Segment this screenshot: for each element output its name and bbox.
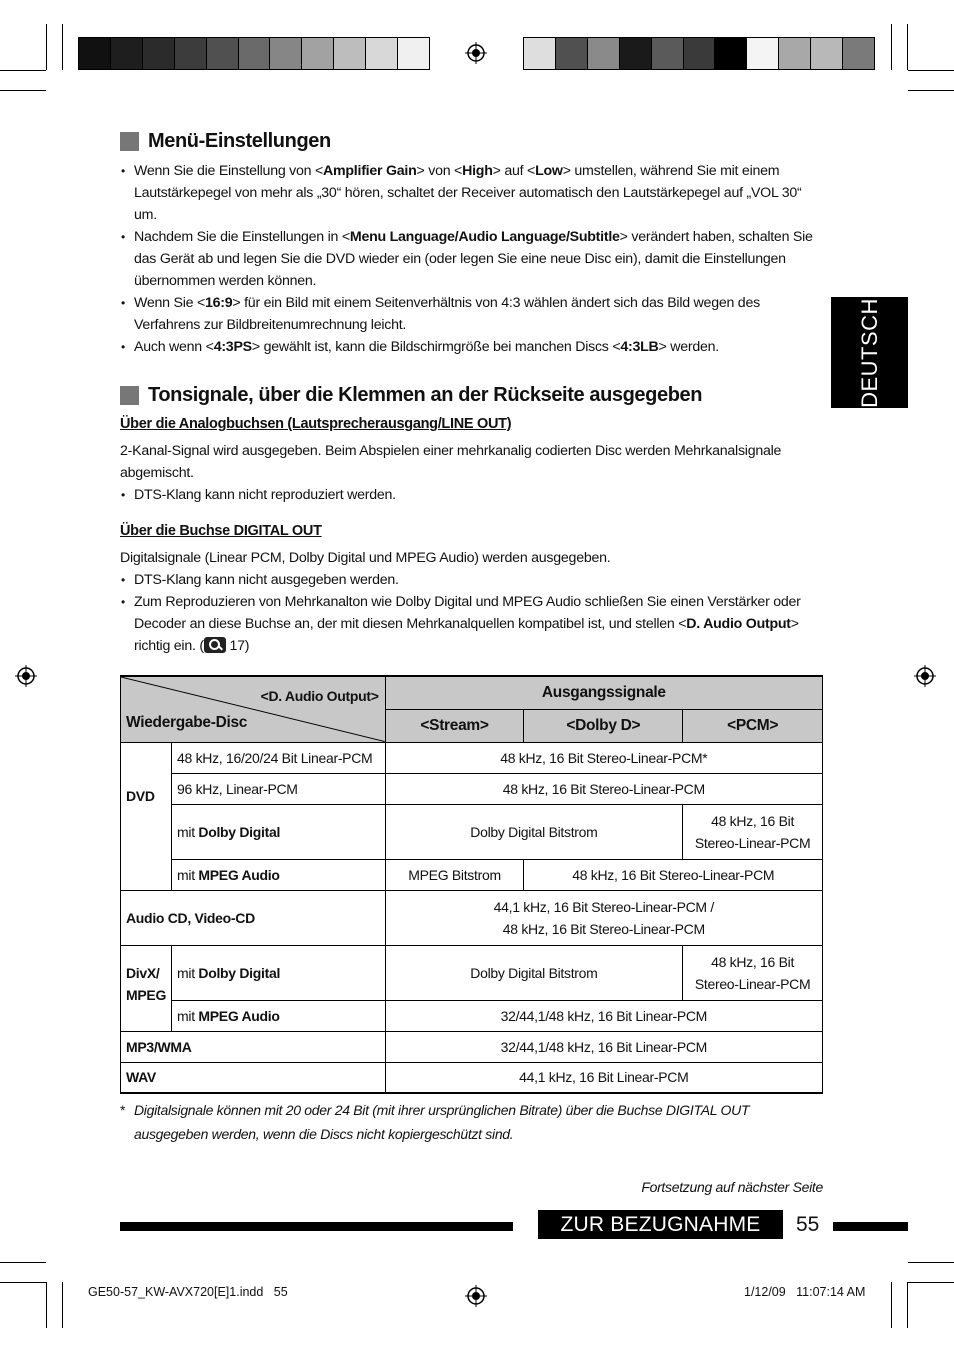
table-cell: 48 kHz, 16 Bit Stereo-Linear-PCM* <box>385 742 822 773</box>
subheading-digital-out: Über die Buchse DIGITAL OUT <box>120 523 322 539</box>
table-cell: mit MPEG Audio <box>172 859 386 890</box>
footer-rule-right <box>833 1222 908 1231</box>
color-swatch <box>620 38 652 69</box>
list-item: • Wenn Sie <16:9> für ein Bild mit einem Seitenverhältnis von 4:3 wählen ändert sich das Bild wegen des Verfahrens zur Bildbreitenumrechnung leicht. <box>120 292 823 336</box>
section-heading-menu-settings: Menü-Einstellungen <box>120 130 823 152</box>
registration-mark-icon <box>15 665 37 687</box>
disc-audio-cd: Audio CD, Video-CD <box>121 890 386 945</box>
crop-mark <box>891 24 892 70</box>
list-item: • Wenn Sie die Einstellung von <Amplifier Gain> von <High> auf <Low> umstellen, während Sie mit einem Lautstärkepegel von mehr als „30“ hören, schaltet der Receiver automatisch den Lautstärkepegel auf „VOL 30“ um. <box>120 160 823 226</box>
heading-square-icon <box>120 132 139 151</box>
disc-mp3: MP3/WMA <box>121 1031 386 1062</box>
digital-text: Digitalsignale (Linear PCM, Dolby Digital und MPEG Audio) werden ausgegeben. <box>120 550 611 566</box>
disc-dvd: DVD <box>121 742 172 890</box>
color-swatch <box>79 38 111 69</box>
table-cell: 48 kHz, 16 Bit Stereo-Linear-PCM <box>683 945 823 1000</box>
registration-mark-icon <box>914 665 936 687</box>
color-swatch <box>207 38 239 69</box>
color-swatch <box>366 38 398 69</box>
analog-text: 2-Kanal-Signal wird ausgegeben. Beim Abspielen einer mehrkanalig codierten Disc werden Mehrkanalsignale abgemischt. <box>120 443 782 481</box>
crop-mark <box>62 1282 63 1328</box>
table-cell: 48 kHz, 16 Bit Stereo-Linear-PCM <box>385 773 822 804</box>
table-cell: Dolby Digital Bitstrom <box>385 804 683 859</box>
color-swatch <box>715 38 747 69</box>
registration-mark-icon <box>465 42 487 64</box>
reference-magnifier-icon <box>204 637 226 653</box>
heading-square-icon <box>120 386 139 405</box>
crop-mark <box>891 1282 892 1328</box>
color-swatch <box>239 38 271 69</box>
table-cell: 44,1 kHz, 16 Bit Stereo-Linear-PCM / 48 kHz, 16 Bit Stereo-Linear-PCM <box>385 890 822 945</box>
continued-note: Fortsetzung auf nächster Seite <box>641 1179 823 1195</box>
table-cell: 44,1 kHz, 16 Bit Linear-PCM <box>385 1062 822 1093</box>
table-cell: MPEG Bitstrom <box>385 859 524 890</box>
list-item: • Auch wenn <4:3PS> gewählt ist, kann die Bildschirmgröße bei manchen Discs <4:3LB> werden. <box>120 336 823 358</box>
side-tab-label: DEUTSCH <box>856 297 882 408</box>
color-test-bar <box>523 37 875 70</box>
grayscale-color-bar <box>78 37 430 70</box>
header-disc-label: Wiedergabe-Disc <box>126 713 248 731</box>
output-signals-header: Ausgangssignale <box>385 676 822 709</box>
color-swatch <box>524 38 556 69</box>
section-heading-audio-signals: Tonsignale, über die Klemmen an der Rückseite ausgegeben <box>120 384 823 406</box>
disc-divx: DivX/ MPEG <box>121 945 172 1031</box>
table-cell: 48 kHz, 16/20/24 Bit Linear-PCM <box>172 742 386 773</box>
menu-settings-list <box>120 160 823 358</box>
crop-mark <box>0 1282 46 1283</box>
footer-rule-left <box>120 1222 513 1231</box>
list-item: • DTS-Klang kann nicht reproduziert werden. <box>120 484 823 506</box>
crop-mark <box>46 24 47 70</box>
list-item: • Zum Reproduzieren von Mehrkanalton wie Dolby Digital und MPEG Audio schließen Sie einen Verstärker oder Decoder an diese Buchse an, der mit diesen Mehrkanalquellen kompatibel ist, und stellen <D. Audio Output> richtig ein. ( 17) <box>120 591 823 657</box>
color-swatch <box>843 38 874 69</box>
crop-mark <box>0 1262 46 1263</box>
crop-mark <box>908 70 954 71</box>
slug-filename: GE50-57_KW-AVX720[E]1.indd 55 <box>88 1285 288 1299</box>
color-swatch <box>175 38 207 69</box>
table-cell: 32/44,1/48 kHz, 16 Bit Linear-PCM <box>385 1000 822 1031</box>
footnote-mark: * <box>120 1102 126 1118</box>
table-cell: mit Dolby Digital <box>172 945 386 1000</box>
page-content <box>120 130 823 1146</box>
color-swatch <box>270 38 302 69</box>
color-swatch <box>302 38 334 69</box>
table-cell: 96 kHz, Linear-PCM <box>172 773 386 804</box>
crop-mark <box>0 90 46 91</box>
subheading-analog: Über die Analogbuchsen (Lautsprecherausgang/LINE OUT) <box>120 416 512 432</box>
color-swatch <box>111 38 143 69</box>
crop-mark <box>908 1262 954 1263</box>
color-swatch <box>684 38 716 69</box>
color-swatch <box>398 38 429 69</box>
table-diagonal-header <box>121 676 386 742</box>
section-label: ZUR BEZUGNAHME <box>560 1213 761 1236</box>
color-swatch <box>811 38 843 69</box>
section-label-box <box>538 1210 783 1239</box>
registration-mark-icon <box>465 1285 487 1307</box>
table-cell: 48 kHz, 16 Bit Stereo-Linear-PCM <box>683 804 823 859</box>
col-header-dolby: <Dolby D> <box>524 709 683 742</box>
color-swatch <box>652 38 684 69</box>
crop-mark <box>908 1282 954 1283</box>
analog-list <box>120 484 823 506</box>
color-swatch <box>588 38 620 69</box>
color-swatch <box>779 38 811 69</box>
table-cell: 48 kHz, 16 Bit Stereo-Linear-PCM <box>524 859 823 890</box>
color-swatch <box>747 38 779 69</box>
color-swatch <box>556 38 588 69</box>
col-header-pcm: <PCM> <box>683 709 823 742</box>
crop-mark <box>907 24 908 70</box>
table-cell: Dolby Digital Bitstrom <box>385 945 683 1000</box>
list-item: • Nachdem Sie die Einstellungen in <Menu Language/Audio Language/Subtitle> verändert haben, schalten Sie das Gerät ab und legen Sie die DVD wieder ein (oder legen Sie eine neue Disc ein), damit die Einstellungen übernommen werden können. <box>120 226 823 292</box>
header-output-label: <D. Audio Output> <box>260 688 379 704</box>
language-side-tab <box>831 297 908 408</box>
page-number: 55 <box>796 1213 820 1236</box>
table-cell: mit Dolby Digital <box>172 804 386 859</box>
crop-mark <box>46 1282 47 1328</box>
crop-mark <box>907 1282 908 1328</box>
footnote: * Digitalsignale können mit 20 oder 24 Bit (mit ihrer ursprünglichen Bitrate) über die Buchse DIGITAL OUT ausgegeben werden, wenn die Discs nicht kopiergeschützt sind. <box>120 1098 823 1146</box>
crop-mark <box>62 24 63 70</box>
color-swatch <box>143 38 175 69</box>
col-header-stream: <Stream> <box>385 709 524 742</box>
audio-output-table <box>120 675 823 1094</box>
list-item: • DTS-Klang kann nicht ausgegeben werden. <box>120 569 823 591</box>
crop-mark <box>908 90 954 91</box>
table-cell: mit MPEG Audio <box>172 1000 386 1031</box>
crop-mark <box>0 70 46 71</box>
disc-wav: WAV <box>121 1062 386 1093</box>
slug-date: 1/12/09 11:07:14 AM <box>744 1285 866 1299</box>
table-cell: 32/44,1/48 kHz, 16 Bit Linear-PCM <box>385 1031 822 1062</box>
digital-list <box>120 569 823 657</box>
color-swatch <box>334 38 366 69</box>
